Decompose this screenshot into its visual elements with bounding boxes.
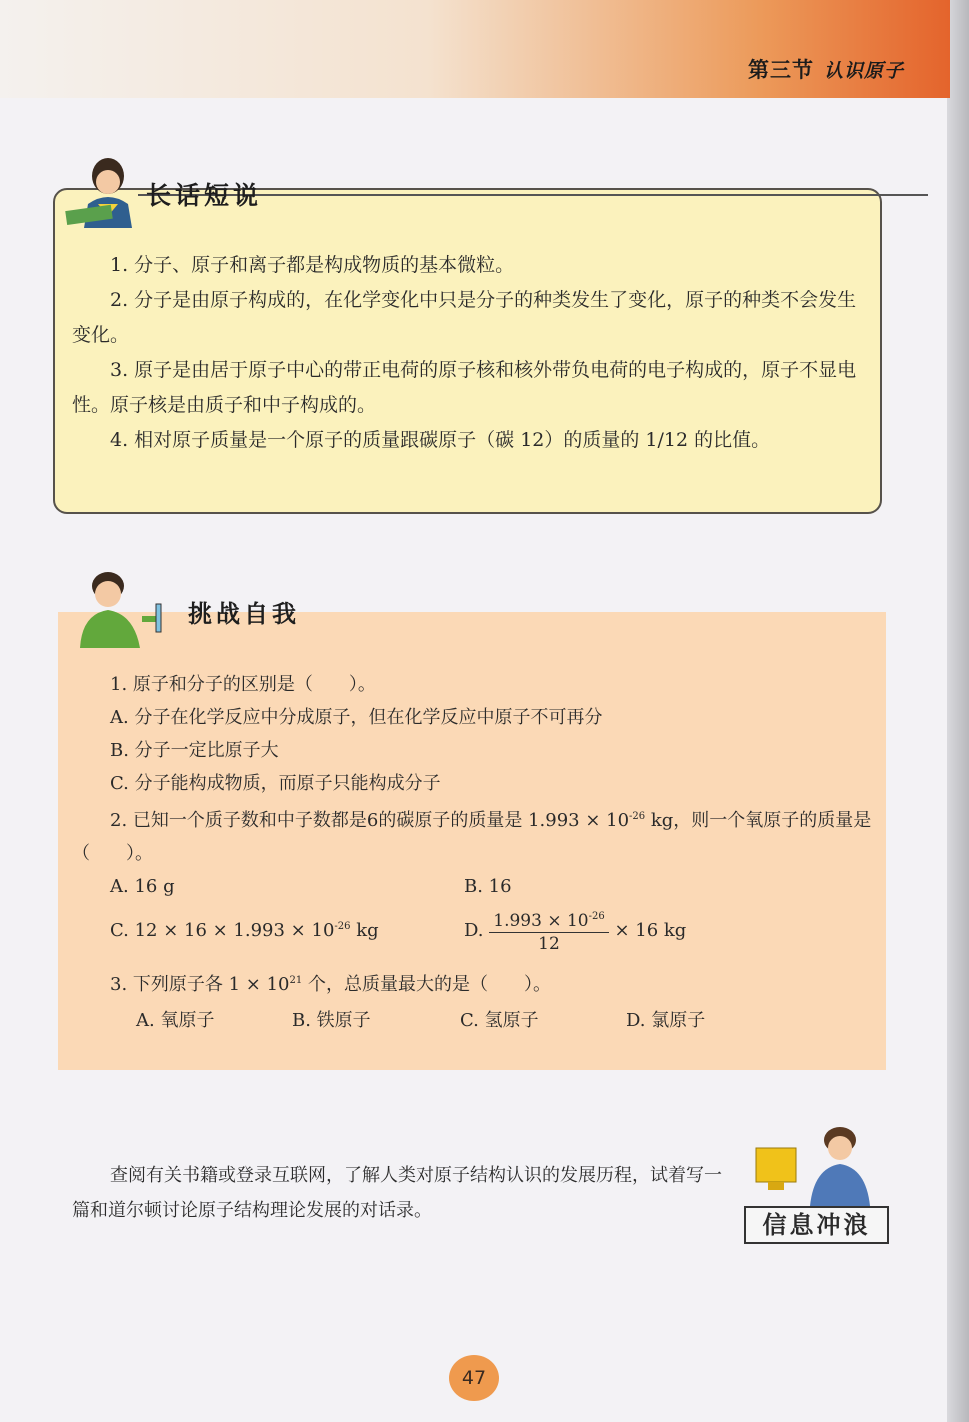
fraction: $\frac{1.993 \times 10^{-26}}{12}$ [489,906,608,955]
summary-item: 2. 分子是由原子构成的，在化学变化中只是分子的种类发生了变化，原子的种类不会发生变化。 [72,289,857,346]
summary-text [72,248,862,458]
q3-option-d: D. 氯原子 [626,1010,706,1031]
boy-test-tube-icon [60,558,170,658]
section-subtitle: 认识原子 [823,60,904,82]
page-edge [947,0,969,1422]
summary-item: 3. 原子是由居于原子中心的带正电荷的原子核和核外带负电荷的电子构成的，原子不显电性。原子核是由质子和中子构成的。 [72,359,857,416]
summary-item: 1. 分子、原子和离子都是构成物质的基本微粒。 [110,254,515,276]
q1-option-a: A. 分子在化学反应中分成原子，但在化学反应中原子不可再分 [110,707,603,728]
section-label: 第三节 [747,58,814,82]
q3-option-c: C. 氢原子 [460,1010,539,1031]
surf-badge: 信息冲浪 [744,1206,889,1244]
girl-reading-icon [58,146,148,236]
q2-option-b: B. 16 [464,876,512,897]
q3-option-a: A. 氧原子 [136,1010,215,1031]
surf-text: 查阅有关书籍或登录互联网，了解人类对原子结构认识的发展历程，试着写一篇和道尔顿讨论原子结构理论发展的对话录。 [72,1165,722,1221]
q1-option-c: C. 分子能构成物质，而原子只能构成分子 [110,773,441,794]
q2-option-a: A. 16 g [110,876,175,897]
q2-option-d: D. $\frac{1.993 \times 10^{-26}}{12}$ × 16 kg [464,906,686,955]
challenge-header [60,564,360,654]
q3-option-b: B. 铁原子 [292,1010,371,1031]
challenge-text [72,668,872,870]
q2-option-c: C. $12 \times 16 \times 1.993 \times 10^{-26}$ kg [110,920,379,941]
header-band [0,0,950,98]
question-3: 3. 下列原子各 $1 \times 10^{21}$ 个，总质量最大的是（ ）。 [110,974,551,995]
computer-boy-icon [748,1122,888,1212]
challenge-title: 挑战自我 [188,600,300,628]
question-1: 1. 原子和分子的区别是（ ）。 [110,674,376,695]
page-number: 47 [449,1355,499,1401]
summary-title: 长话短说 [146,181,263,210]
summary-item: 4. 相对原子质量是一个原子的质量跟碳原子（碳 12）的质量的 1/12 的比值。 [110,429,771,451]
q1-option-b: B. 分子一定比原子大 [110,740,279,761]
summary-header [58,150,338,230]
question-2: 2. 已知一个质子数和中子数都是6的碳原子的质量是 $1.993 \times 10^{-26}$ kg，则一个氧原子的质量是（ ）。 [72,810,872,864]
header-title [748,54,904,84]
